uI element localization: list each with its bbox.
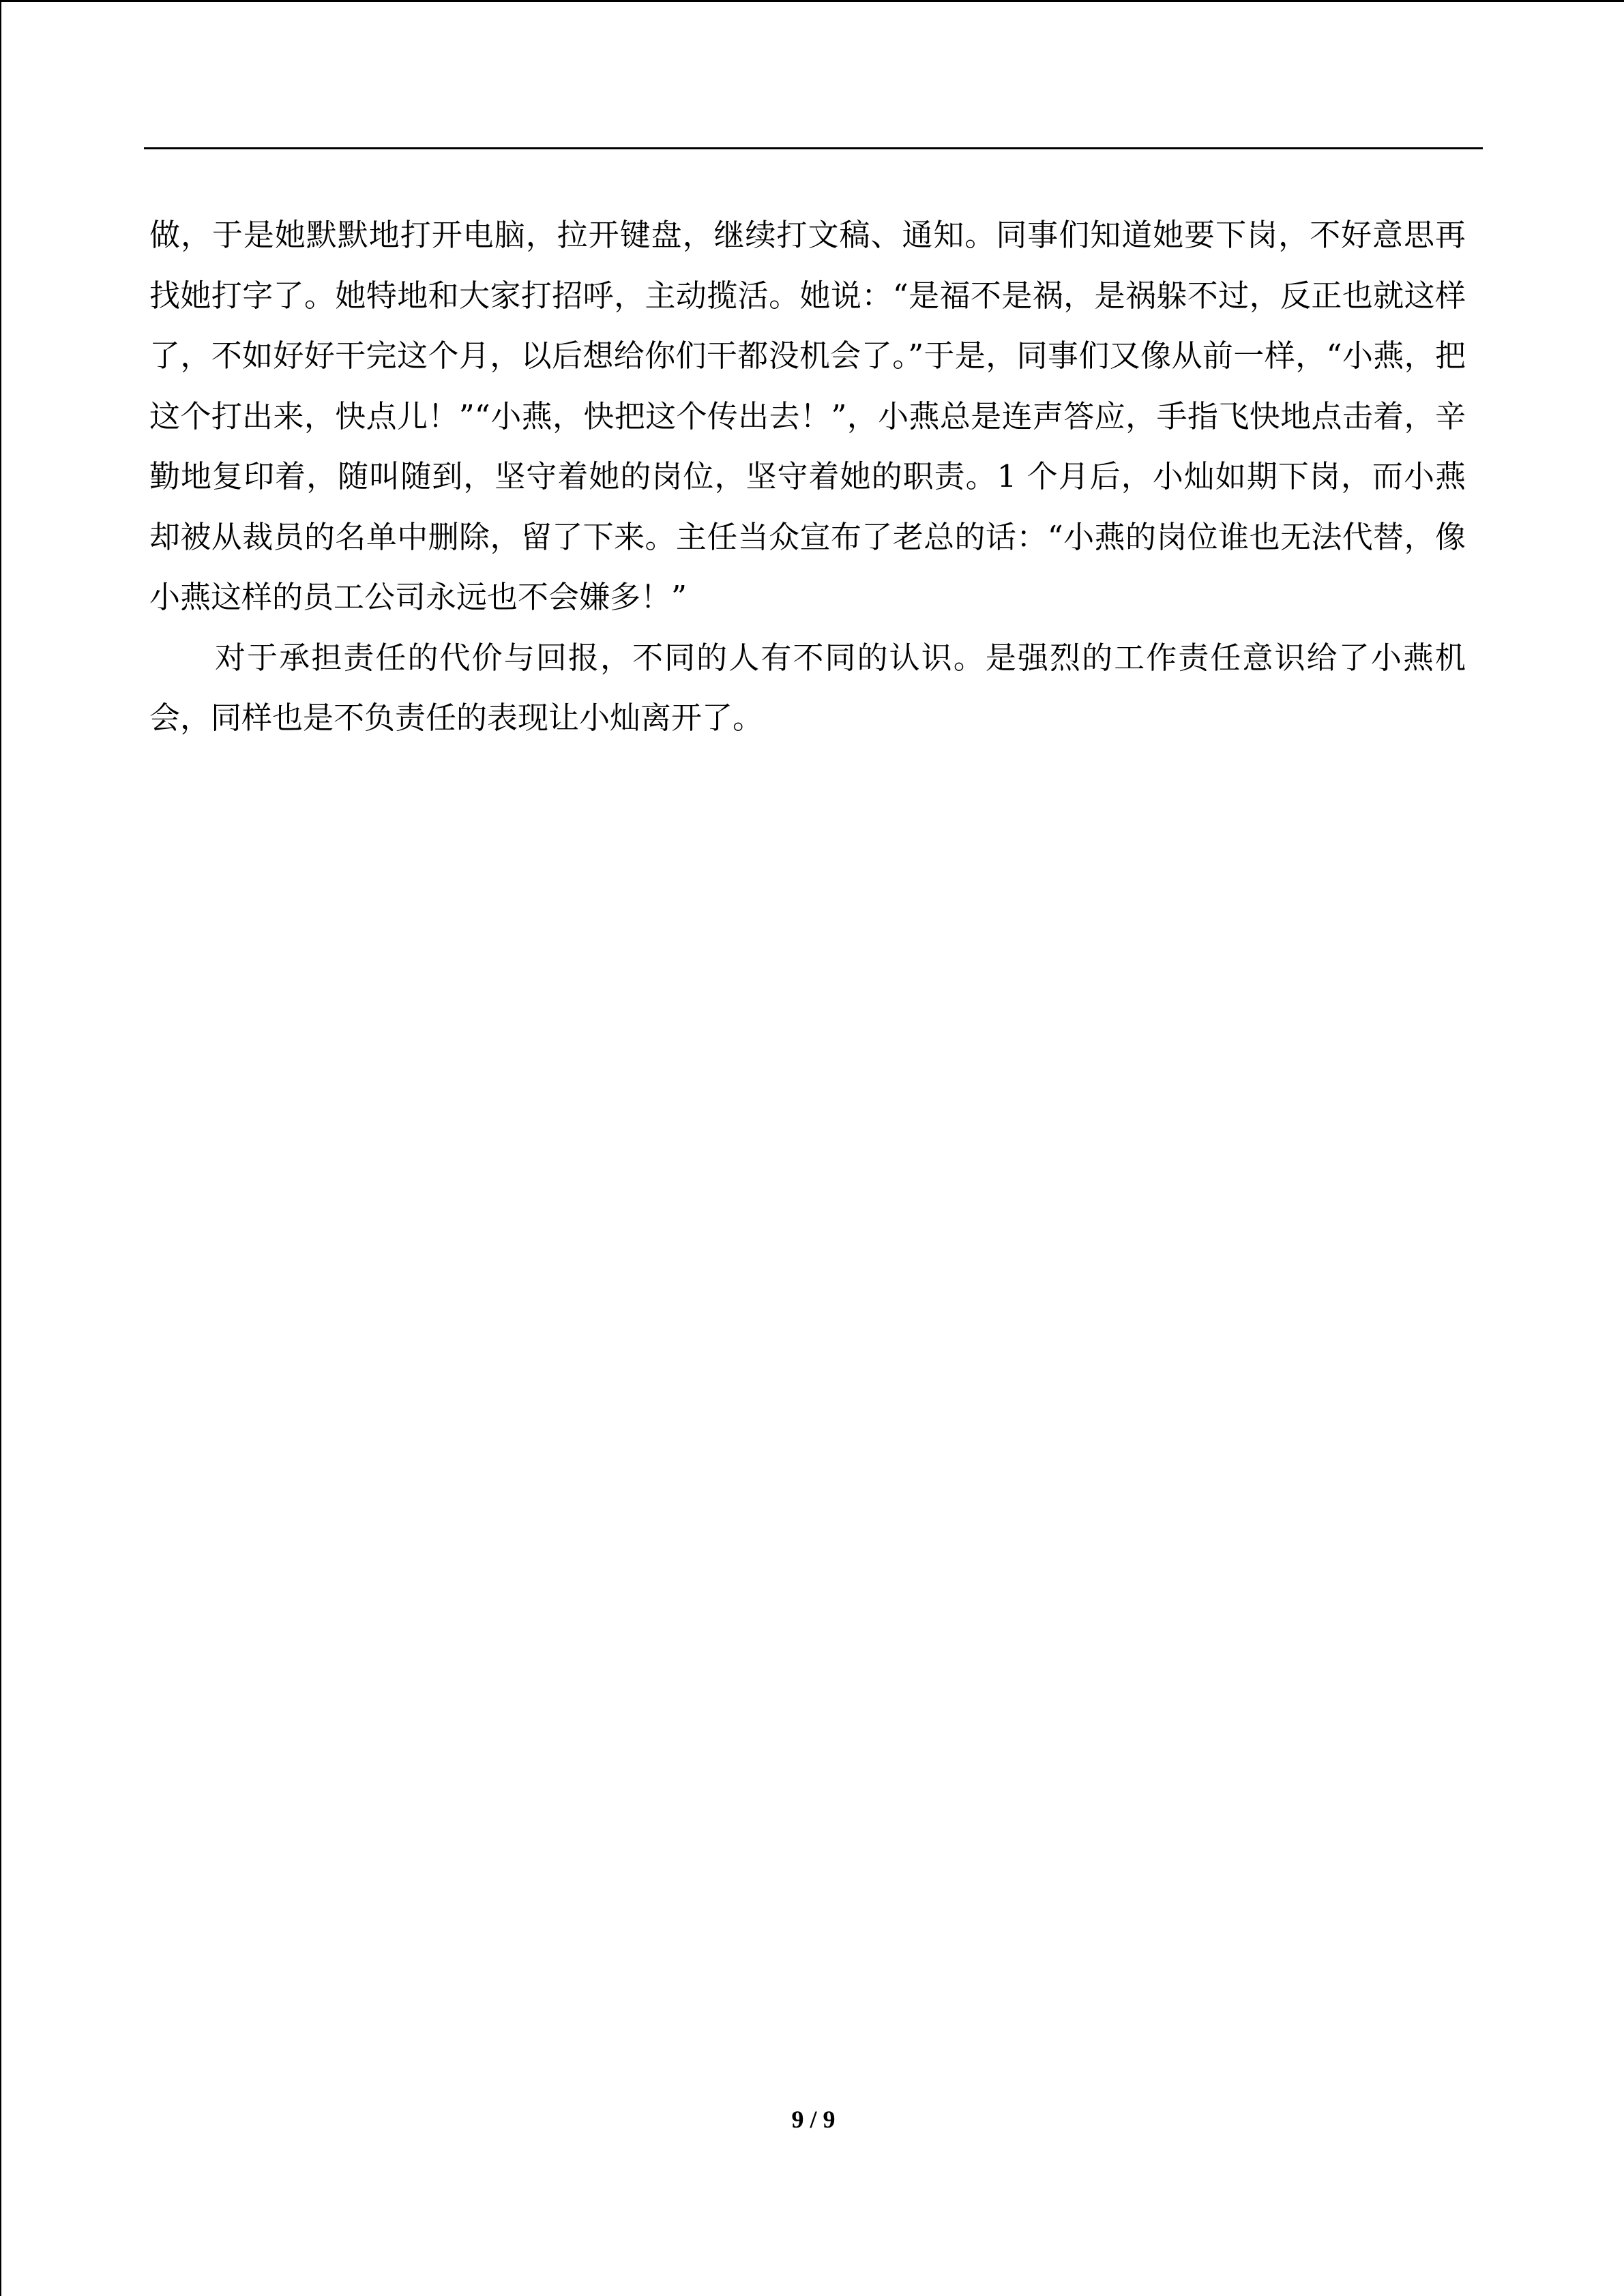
paragraph-2: 对于承担责任的代价与回报，不同的人有不同的认识。是强烈的工作责任意识给了小燕机会，同样也是不负责任的表现让小灿离开了。	[149, 639, 1466, 736]
body-text	[149, 205, 1466, 749]
page-number: 9 / 9	[791, 2106, 836, 2133]
paragraph-1: 做，于是她默默地打开电脑，拉开键盘，继续打文稿、通知。同事们知道她要下岗，不好意思再找她打字了。她特地和大家打招呼，主动揽活。她说：“是福不是祸，是祸躲不过，反正也就这样了，不如好好干完这个月，以后想给你们干都没机会了。”于是，同事们又像从前一样，“小燕，把这个打出来，快点儿！”“小燕，快把这个传出去！”，小燕总是连声答应，手指飞快地点击着，辛勤地复印着，随叫随到，坚守着她的岗位，坚守着她的职责。1 个月后，小灿如期下岗，而小燕却被从裁员的名单中删除，留了下来。主任当众宣布了老总的话：“小燕的岗位谁也无法代替，像小燕这样的员工公司永远也不会嫌多！”	[149, 217, 1466, 615]
header-rule	[144, 147, 1483, 149]
